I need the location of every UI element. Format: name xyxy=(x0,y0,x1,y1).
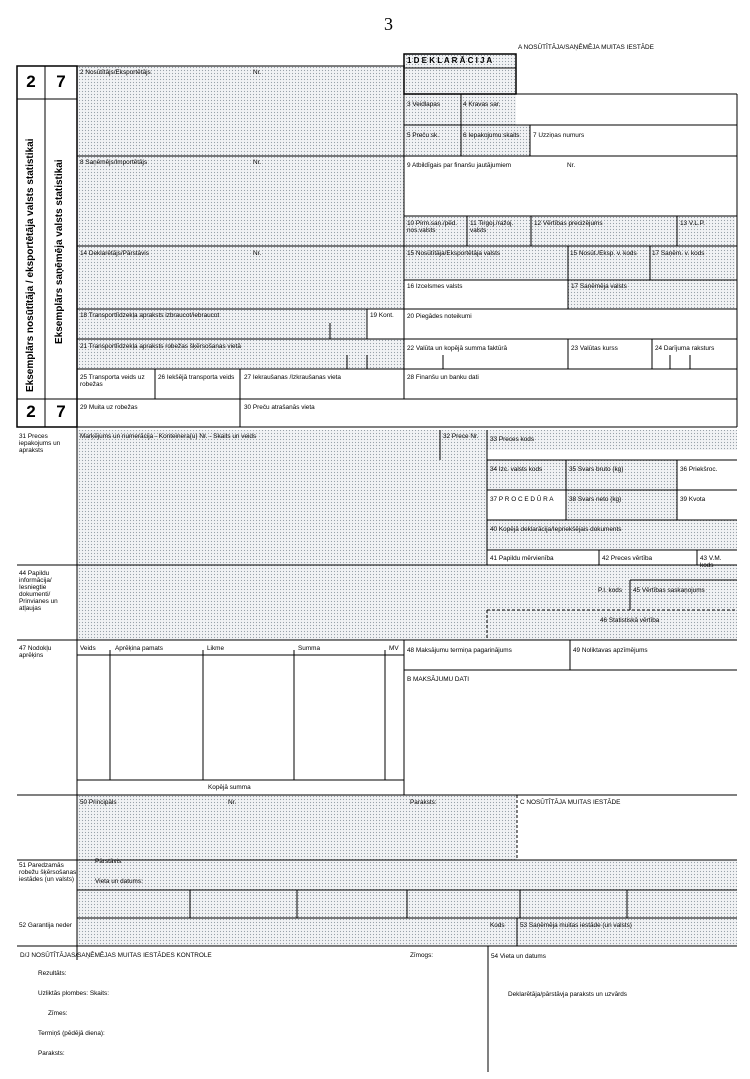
box-25: 25 Transporta veids uz robežas xyxy=(80,374,145,388)
box-30: 30 Preču atrašanās vieta xyxy=(244,404,315,411)
box-48: 48 Maksājumu termiņa pagarinājums xyxy=(407,647,512,654)
box-8-nr: Nr. xyxy=(253,159,262,166)
box-2-nr: Nr. xyxy=(253,69,262,76)
box-c: C NOSŪTĪTĀJA MUITAS IESTĀDE xyxy=(520,799,621,806)
box-16: 16 Izcelsmes valsts xyxy=(407,283,463,290)
box-15: 15 Nosūtītāja/Eksportētāja valsts xyxy=(407,250,501,257)
box-45: 45 Vērtības saskaņojums xyxy=(633,587,705,594)
box-28: 28 Finanšu un banku dati xyxy=(407,374,479,381)
box-d-control: D/J NOSŪTĪTĀJAS/SAŅĒMĒJAS MUITAS IESTĀDES KONTROLE xyxy=(20,952,212,959)
box-22: 22 Valūta un kopējā summa faktūrā xyxy=(407,345,508,352)
box-50-representative: Pārstāvis xyxy=(95,858,122,865)
shaded-areas xyxy=(77,54,737,946)
box-32: 32 Prece Nr. xyxy=(443,433,479,440)
box-33: 33 Preces kods xyxy=(490,436,535,443)
box-23: 23 Valūtas kurss xyxy=(571,345,618,352)
box-13: 13 V.L.P. xyxy=(680,220,705,227)
box-41: 41 Papildu mērvienība xyxy=(490,555,554,562)
box-d-signature: Paraksts: xyxy=(38,1050,65,1057)
box-52: 52 Garantija neder xyxy=(19,922,72,929)
copy-number-b: 7 xyxy=(56,72,66,91)
box-35: 35 Svars bruto (kg) xyxy=(569,466,624,473)
box-50-place-date: Vieta un datums: xyxy=(95,878,143,885)
page-number: 3 xyxy=(384,14,393,34)
box-39: 39 Kvota xyxy=(680,496,706,503)
box-54: 54 Vieta un datums xyxy=(491,953,546,960)
box-3-forms: 3 Veidlapas xyxy=(407,101,441,108)
box-50: 50 Principāls xyxy=(80,799,117,806)
box-31: 31 Preces iepakojums un apraksts xyxy=(19,433,61,454)
box-a: A NOSŪTĪTĀJA/SAŅĒMĒJA MUITAS IESTĀDE xyxy=(518,44,654,51)
box-38: 38 Svars neto (kg) xyxy=(569,496,622,503)
box-36: 36 Priekšroc. xyxy=(680,466,718,473)
box-47: 47 Nodokļu aprēķins xyxy=(19,645,52,659)
box-5-items: 5 Preču sk. xyxy=(407,132,439,139)
box-27: 27 Iekraušanas /Izkraušanas vieta xyxy=(244,374,341,381)
box-31-desc: Marķējums un numerācija - Konteinera(u) Nr. - Skaits un veids xyxy=(80,433,257,440)
box-9-nr: Nr. xyxy=(567,162,576,169)
box-6-packages: 6 Iepakojumu skaits xyxy=(463,132,520,139)
box-8-consignee: 8 Saņēmējs/Importētājs xyxy=(80,159,148,166)
box-d-term: Termiņš (pēdējā diena): xyxy=(38,1030,105,1037)
box-34: 34 Izc. valsts kods xyxy=(490,466,543,473)
box-47-col-type: Veids xyxy=(80,645,96,652)
box-47-col-base: Aprēķina pamats xyxy=(115,645,163,652)
box-d-marks: Zīmes: xyxy=(48,1010,68,1017)
side-label-2: Eksemplārs saņēmēja valsts statistikai xyxy=(54,159,65,344)
box-7-reference: 7 Uzziņas numurs xyxy=(533,132,585,139)
box-d-result: Rezultāts: xyxy=(38,970,67,977)
box-40: 40 Kopējā deklarācija/Iepriekšējais dokuments xyxy=(490,526,622,533)
side-label-1: Eksemplārs nosūtītāja / eksportētāja valsts statistikai xyxy=(25,138,36,392)
box-49: 49 Noliktavas apzīmējums xyxy=(573,647,648,654)
box-4-loading-lists: 4 Kravas sar. xyxy=(463,101,501,108)
box-42: 42 Preces vērtība xyxy=(602,555,653,562)
copy-number-b-bottom: 7 xyxy=(56,402,66,421)
box-52-code: Kods xyxy=(490,922,505,929)
box-46: 46 Statistiskā vērtība xyxy=(600,617,660,624)
box-1-declaration: 1 D E K L A R Ā C I J A xyxy=(407,56,493,65)
box-47-col-amount: Summa xyxy=(298,645,321,652)
box-19: 19 Kont. xyxy=(370,312,394,319)
box-b-payment: B MAKSĀJUMU DATI xyxy=(407,676,470,683)
box-44: 44 Papildu informācija/ Iesniegtie dokumenti/ Prinvianes un atļaujas xyxy=(19,570,58,612)
box-47-col-mv: MV xyxy=(389,645,399,652)
box-17a: 17 Saņēm. v. kods xyxy=(652,250,705,257)
box-50-nr: Nr. xyxy=(228,799,237,806)
box-51: 51 Paredzamās robežu šķērsošanas iestādes (un valsts) xyxy=(19,862,77,883)
box-2-consignor: 2 Nosūtītājs/Eksportētājs xyxy=(80,69,151,76)
box-24: 24 Darījuma raksturs xyxy=(655,345,715,352)
box-43: 43 V.M. kods xyxy=(700,555,722,569)
box-26: 26 Iekšējā transporta veids xyxy=(158,374,235,381)
box-14-nr: Nr. xyxy=(253,250,262,257)
box-11: 11 Tirgoj./ražoj. valsts xyxy=(470,220,514,234)
box-12: 12 Vērtības precizējums xyxy=(534,220,603,227)
box-47-total: Kopējā summa xyxy=(208,784,251,791)
copy-number-bottom: 2 xyxy=(26,402,36,421)
box-10: 10 Pirm.saņ./pēd. nos.valsts xyxy=(407,220,458,234)
box-14-declarant: 14 Deklarētājs/Pārstāvis xyxy=(80,250,149,257)
copy-number: 2 xyxy=(26,72,36,91)
box-9-financial: 9 Atbildīgais par finanšu jautājumiem xyxy=(407,162,512,169)
box-44-pi-code: P.I. kods xyxy=(598,587,623,594)
box-d-stamp: Zīmogs: xyxy=(410,952,434,959)
box-17: 17 Saņēmēja valsts xyxy=(571,283,627,290)
box-37: 37 P R O C E D Ū R A xyxy=(490,496,554,503)
box-15a: 15 Nosūt./Eksp. v. kods xyxy=(570,250,637,257)
box-54-desc: Deklarētāja/pārstāvja paraksts un uzvārds xyxy=(508,991,627,998)
box-20: 20 Piegādes noteikumi xyxy=(407,313,472,320)
box-53: 53 Saņēmēja muitas iestāde (un valsts) xyxy=(520,922,632,929)
box-50-signature: Paraksts: xyxy=(410,799,437,806)
box-21: 21 Transportlīdzekļa apraksts robežas šķērsošanas vietā xyxy=(80,343,241,350)
box-29: 29 Muita uz robežas xyxy=(80,404,138,411)
box-18: 18 Transportlīdzekļa apraksts izbraucot/iebraucot xyxy=(80,312,220,319)
box-47-col-rate: Likme xyxy=(207,645,225,652)
box-d-seals: Uzliktās plombes: Skaits: xyxy=(38,990,110,997)
